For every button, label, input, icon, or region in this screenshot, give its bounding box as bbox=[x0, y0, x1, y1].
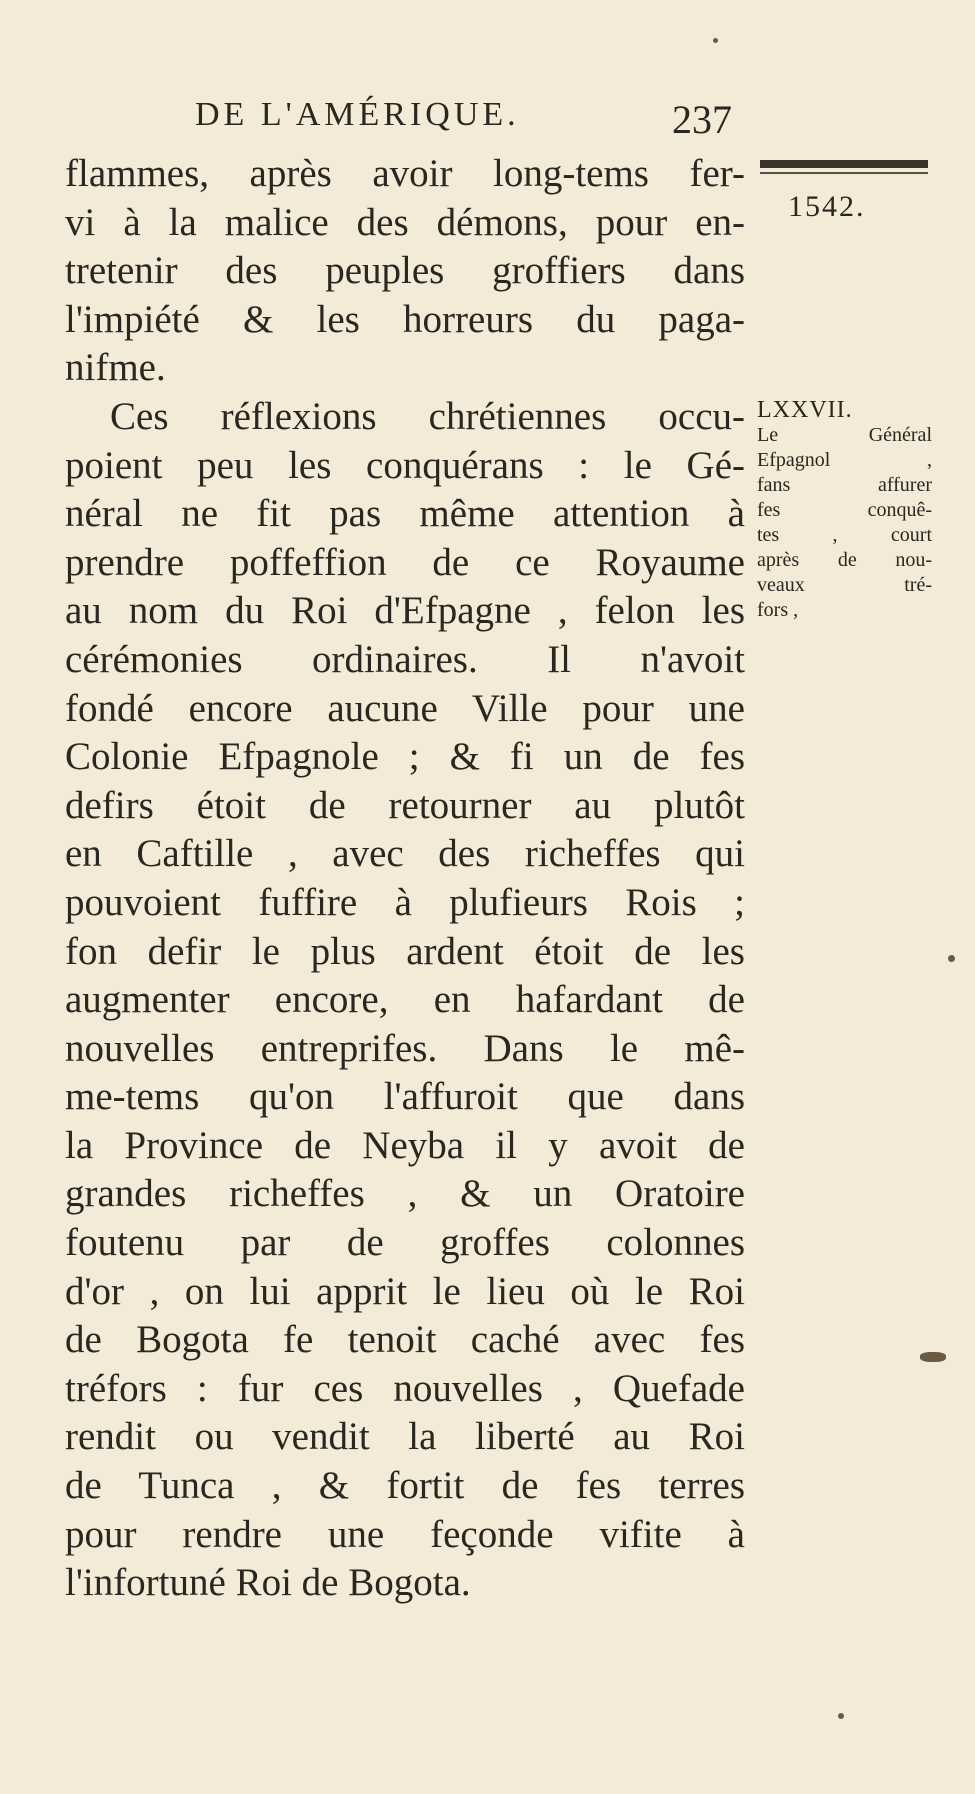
paper-speck bbox=[920, 1352, 946, 1362]
body-text bbox=[65, 150, 745, 1608]
paper-speck bbox=[948, 955, 955, 962]
text-line: pouvoient fuffire à plufieurs Rois ; bbox=[65, 880, 745, 924]
text-line: augmenter encore, en hafardant de bbox=[65, 978, 745, 1022]
text-line: foutenu par de groffes colonnes bbox=[65, 1221, 745, 1265]
paper-speck bbox=[838, 1713, 844, 1719]
text-line: tréfors : fur ces nouvelles , Quefade bbox=[65, 1366, 745, 1410]
text-line: flammes, après avoir long-tems fer- bbox=[65, 152, 745, 195]
text-line: fon defir le plus ardent étoit de les bbox=[65, 929, 745, 973]
text-line: vi à la malice des démons, pour en- bbox=[65, 200, 745, 244]
ornament-rule bbox=[760, 160, 928, 168]
text-line: cérémonies ordinaires. Il n'avoit bbox=[65, 637, 745, 681]
text-line: l'infortuné Roi de Bogota. bbox=[65, 1561, 471, 1605]
text-line: de Tunca , & fortit de fes terres bbox=[65, 1464, 745, 1508]
text-line: tretenir des peuples groffiers dans bbox=[65, 249, 745, 293]
text-line: grandes richeffes , & un Oratoire bbox=[65, 1172, 745, 1216]
text-line: poient peu les conquérans : le Gé- bbox=[65, 443, 745, 487]
note-line: fes conquê- bbox=[757, 499, 932, 521]
text-line: la Province de Neyba il y avoit de bbox=[65, 1123, 745, 1167]
text-line: fondé encore aucune Ville pour une bbox=[65, 686, 745, 730]
section-number: LXXVII. bbox=[757, 397, 853, 423]
text-line: pour rendre une feçonde vifite à bbox=[65, 1512, 745, 1556]
page-number: 237 bbox=[672, 97, 732, 142]
running-title: DE L'AMÉRIQUE. bbox=[195, 96, 520, 133]
text-line: nifme. bbox=[65, 346, 166, 390]
text-line: au nom du Roi d'Efpagne , felon les bbox=[65, 589, 745, 633]
note-line: après de nou- bbox=[757, 549, 932, 571]
marginal-note bbox=[757, 398, 932, 623]
text-line: en Caftille , avec des richeffes qui bbox=[65, 832, 745, 876]
note-line: fors , bbox=[757, 599, 799, 621]
text-line: prendre poffeffion de ce Royaume bbox=[65, 540, 745, 584]
note-line: Efpagnol , bbox=[757, 449, 932, 471]
note-line: veaux tré- bbox=[757, 574, 932, 596]
text-line: l'impiété & les horreurs du paga- bbox=[65, 297, 745, 341]
text-line: d'or , on lui apprit le lieu où le Roi bbox=[65, 1269, 745, 1313]
note-line: Le Général bbox=[757, 424, 932, 446]
text-line: nouvelles entreprifes. Dans le mê- bbox=[65, 1026, 745, 1070]
margin-year: 1542. bbox=[788, 190, 866, 223]
text-line: defirs étoit de retourner au plutôt bbox=[65, 783, 745, 827]
text-line: Ces réflexions chrétiennes occu- bbox=[110, 394, 745, 438]
text-line: rendit ou vendit la liberté au Roi bbox=[65, 1415, 745, 1459]
note-line: tes , court bbox=[757, 524, 932, 546]
paper-speck bbox=[713, 38, 718, 43]
text-line: de Bogota fe tenoit caché avec fes bbox=[65, 1318, 745, 1362]
text-line: Colonie Efpagnole ; & fi un de fes bbox=[65, 735, 745, 779]
note-line: fans affurer bbox=[757, 474, 932, 496]
text-line: néral ne fit pas même attention à bbox=[65, 492, 745, 536]
text-line: me-tems qu'on l'affuroit que dans bbox=[65, 1075, 745, 1119]
